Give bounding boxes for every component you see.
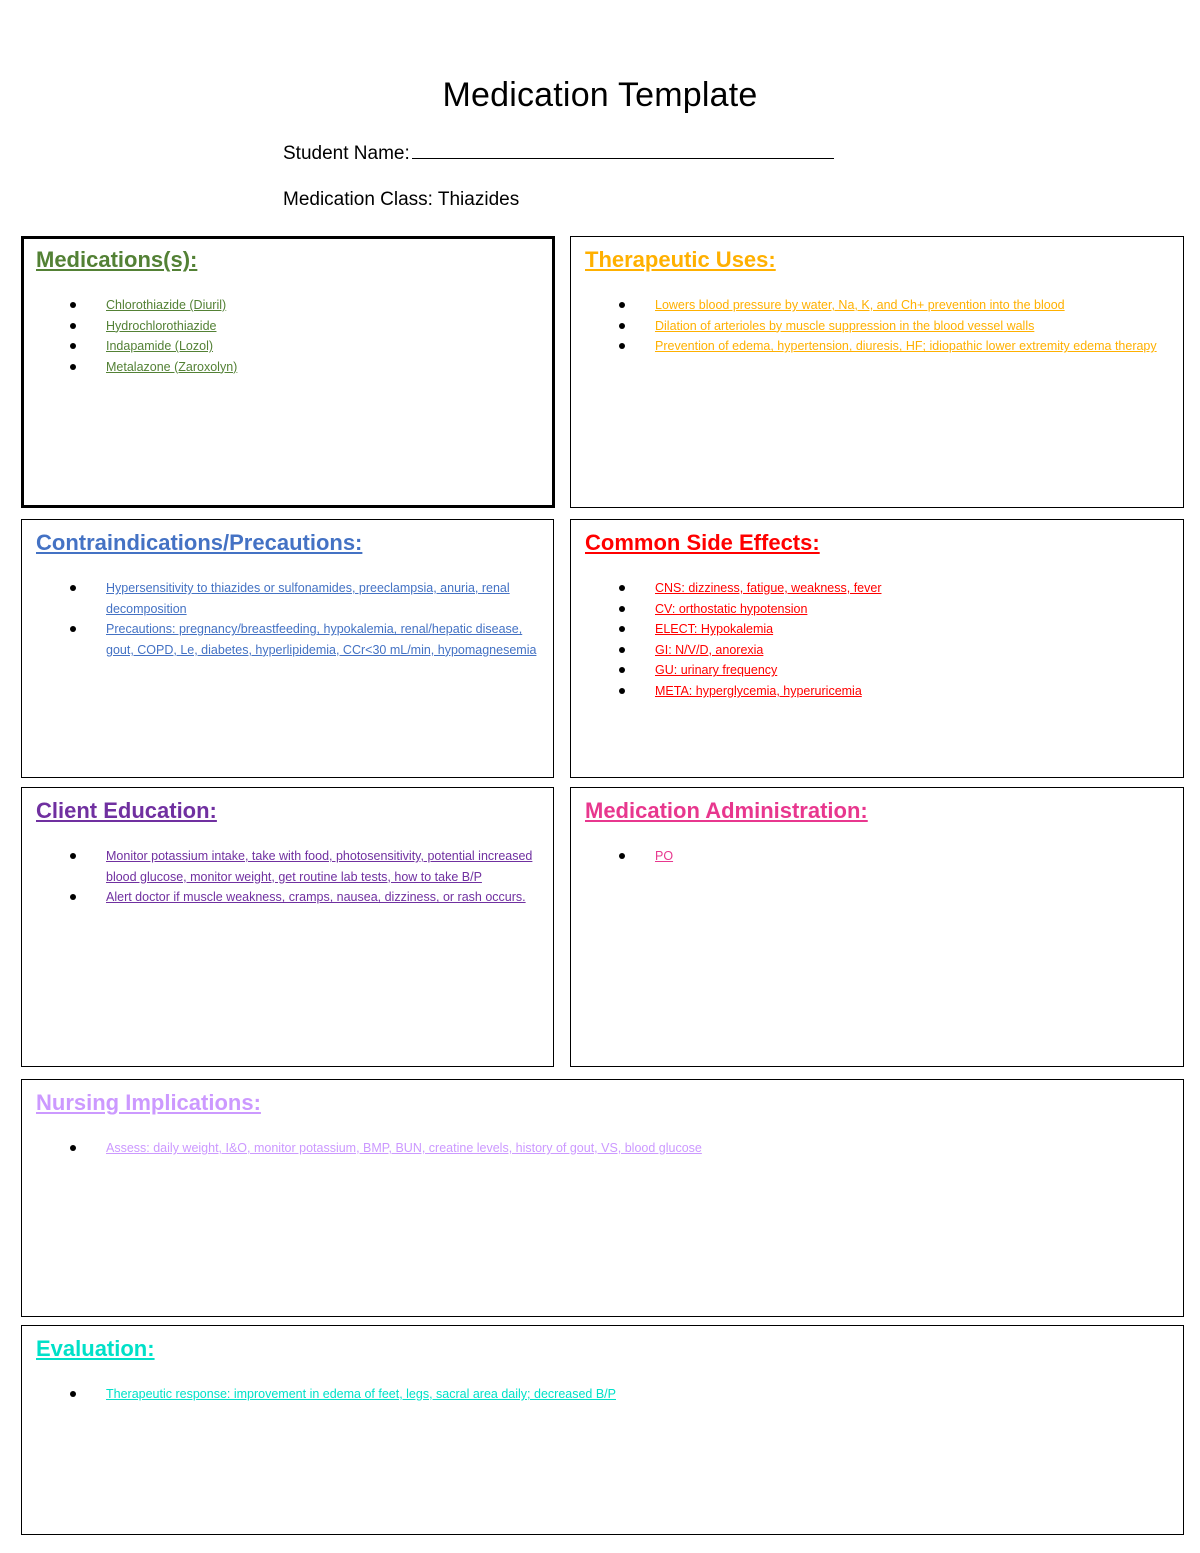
medications-section xyxy=(21,236,555,508)
section-heading: Contraindications/Precautions: xyxy=(36,530,363,555)
list-item: Chlorothiazide (Diuril) xyxy=(70,295,540,316)
client-education-section xyxy=(21,787,554,1067)
section-heading: Medications(s): xyxy=(36,247,198,272)
contraindications-section xyxy=(21,519,554,778)
list-item: CV: orthostatic hypotension xyxy=(619,599,1171,620)
list-item: Metalazone (Zaroxolyn) xyxy=(70,357,540,378)
administration-section xyxy=(570,787,1184,1067)
list-item: Hypersensitivity to thiazides or sulfonamides, preeclampsia, anuria, renal decomposition xyxy=(70,578,541,619)
list-item: META: hyperglycemia, hyperuricemia xyxy=(619,681,1171,702)
section-heading: Medication Administration: xyxy=(585,798,868,823)
list-item: GU: urinary frequency xyxy=(619,660,1171,681)
evaluation-section xyxy=(21,1325,1184,1535)
side-effects-section xyxy=(570,519,1184,778)
list-item: Indapamide (Lozol) xyxy=(70,336,540,357)
page-title: Medication Template xyxy=(442,76,758,114)
nursing-implications-section xyxy=(21,1079,1184,1317)
list-item: Monitor potassium intake, take with food, photosensitivity, potential increased blood glucose, monitor weight, get routine lab tests, how to take B/P xyxy=(70,846,541,887)
section-list xyxy=(70,846,541,908)
section-list xyxy=(619,578,1171,702)
section-list xyxy=(70,1384,1171,1405)
section-heading: Client Education: xyxy=(36,798,217,823)
section-heading: Therapeutic Uses: xyxy=(585,247,776,272)
list-item: Prevention of edema, hypertension, diuresis, HF; idiopathic lower extremity edema therapy xyxy=(619,336,1171,357)
section-list xyxy=(619,295,1171,357)
student-name-blank-line[interactable] xyxy=(412,144,834,159)
section-list xyxy=(70,578,541,660)
list-item: ELECT: Hypokalemia xyxy=(619,619,1171,640)
list-item: CNS: dizziness, fatigue, weakness, fever xyxy=(619,578,1171,599)
list-item: Lowers blood pressure by water, Na, K, and Ch+ prevention into the blood xyxy=(619,295,1171,316)
section-list xyxy=(70,295,540,377)
list-item: Alert doctor if muscle weakness, cramps, nausea, dizziness, or rash occurs. xyxy=(70,887,541,908)
student-name-field xyxy=(283,143,834,165)
medication-class: Medication Class: Thiazides xyxy=(283,189,520,210)
section-heading: Evaluation: xyxy=(36,1336,155,1361)
list-item: PO xyxy=(619,846,1171,867)
list-item: GI: N/V/D, anorexia xyxy=(619,640,1171,661)
list-item: Assess: daily weight, I&O, monitor potassium, BMP, BUN, creatine levels, history of gout, VS, blood glucose xyxy=(70,1138,1171,1159)
section-list xyxy=(619,846,1171,867)
section-list xyxy=(70,1138,1171,1159)
student-name-label: Student Name: xyxy=(283,143,410,164)
therapeutic-uses-section xyxy=(570,236,1184,508)
section-heading: Nursing Implications: xyxy=(36,1090,261,1115)
section-heading: Common Side Effects: xyxy=(585,530,820,555)
list-item: Therapeutic response: improvement in edema of feet, legs, sacral area daily; decreased B/P xyxy=(70,1384,1171,1405)
list-item: Dilation of arterioles by muscle suppression in the blood vessel walls xyxy=(619,316,1171,337)
list-item: Precautions: pregnancy/breastfeeding, hypokalemia, renal/hepatic disease, gout, COPD, Le, diabetes, hyperlipidemia, CCr<30 mL/min, hypomagnesemia xyxy=(70,619,541,660)
list-item: Hydrochlorothiazide xyxy=(70,316,540,337)
